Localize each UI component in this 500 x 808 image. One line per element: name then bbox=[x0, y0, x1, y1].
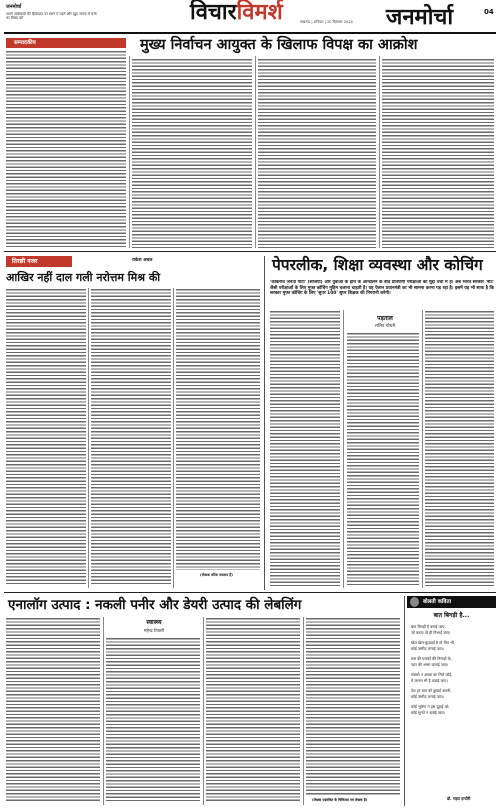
column-body-col2 bbox=[91, 288, 171, 584]
poem-line: प्यार की शम्मा जलाई जाए। bbox=[411, 662, 449, 667]
middle-rule bbox=[4, 592, 496, 593]
masthead bbox=[0, 0, 500, 36]
poem-line: देश हर बात को छुपाई अपनी, bbox=[411, 688, 452, 693]
column-author: राकेश अचल bbox=[132, 258, 153, 263]
poem-line: सबको न अच्छा का मिले कोई, bbox=[411, 672, 453, 677]
poet-avatar bbox=[410, 597, 419, 607]
column-body-col1 bbox=[6, 288, 86, 584]
food-body-col2 bbox=[106, 637, 200, 803]
poem-poet: डॉ. राहत इन्दौरी bbox=[447, 796, 471, 801]
section-title bbox=[190, 1, 283, 25]
poem-line: सच की पलकों की निगाहों के, bbox=[411, 656, 452, 661]
poem-line: खेल-खेल-कूदवाई है तो फिर भी, bbox=[411, 640, 456, 645]
poem-line: ये जानम भी है लड़ाई जाए। bbox=[411, 678, 448, 683]
poem-box bbox=[407, 596, 496, 806]
editorial-headline: मुख्य निर्वाचन आयुक्त के खिलाफ विपक्ष का आक्रोश bbox=[140, 37, 418, 53]
food-body-col3 bbox=[206, 617, 300, 803]
right-brand: जनमोर्चा bbox=[386, 4, 454, 30]
left-brand: जनमोर्चा bbox=[6, 4, 22, 10]
poem-line: कोई उम्मीद जगाई जाए। bbox=[411, 646, 445, 651]
editorial-label: सम्पादकीय bbox=[6, 38, 126, 48]
food-author: महेन्द्र तिवारी bbox=[143, 629, 165, 634]
editorial-body-col2 bbox=[132, 58, 252, 248]
poem-line: कोई सुनते न बताई जाए। bbox=[411, 710, 446, 715]
column-label: तिरछी नजर bbox=[6, 256, 72, 267]
paperleak-body-col3 bbox=[425, 310, 494, 586]
poem-label: बोलती कविता bbox=[423, 599, 452, 605]
date-line: लखनऊ | शनिवार | 20 दिसम्बर 2025 bbox=[300, 20, 353, 24]
food-headline: एनालॉग उत्पाद : नकली पनीर और डेयरी उत्पाद की लेबलिंग bbox=[8, 597, 302, 613]
paperleak-body-col2 bbox=[347, 332, 419, 586]
poem-lines bbox=[411, 624, 495, 716]
poem-line: बात बिगड़ी है बनाई जाए, bbox=[411, 624, 446, 629]
food-body-col4 bbox=[306, 617, 400, 795]
paperleak-author: ललित चौधरी bbox=[374, 324, 396, 329]
section-title-part1: विचार bbox=[190, 0, 237, 25]
poem-line: कोई भूलेगा न इस दुहाई को, bbox=[411, 704, 450, 709]
masthead-rule bbox=[4, 32, 496, 34]
poem-line: जो कराए तो ही निभाई जाए। bbox=[411, 630, 451, 635]
poem-title: बात बिगड़ी है... bbox=[433, 612, 470, 619]
column-body-col3 bbox=[176, 288, 260, 570]
column-signoff: (लेखक वरिष्ठ पत्रकार हैं) bbox=[200, 573, 233, 577]
left-tagline: अपने अधिकारों की हिफ़ाज़त पर ध्यान दें पढ़ने और खुद जनता में चर्चा का विषय बनें bbox=[6, 12, 97, 21]
paperleak-body-col1 bbox=[270, 310, 340, 586]
poem-label-bar bbox=[407, 596, 496, 608]
food-body-col1 bbox=[6, 617, 100, 803]
food-label: स्वास्थ्य bbox=[146, 619, 162, 626]
page-number: 04 bbox=[484, 8, 494, 16]
paperleak-subheading: पड़ताल bbox=[377, 315, 393, 322]
editorial-body-col3 bbox=[258, 58, 376, 248]
editorial-rule bbox=[4, 251, 496, 252]
column-headline: आखिर नहीं दाल गली नरोत्तम मिश्र की bbox=[6, 271, 161, 284]
editorial-body-col1 bbox=[6, 50, 126, 248]
paperleak-intro: 'कॉकरोच जनता पार्टी' (सीजेपी) और युवाओं के हाथ के आन्दोलन के बाद प्रतियोगी परीक्षाओं का मुद्दा चर्चा में है। अब भारत सरकार 'नीट' जैसी परीक्षाओं के लिए मुफ्त कोचिंग मुहिम चलाना चाहती है। यह ऐलान प्रधानमंत्री का भी सामना करना पड़ रहा है। इसमें यह भी साफ है कि सरकार मुफ्त कोचिंग के लिए 'सुपर 100' सुपर शिक्षक की निगरानी करेगी। bbox=[270, 280, 494, 297]
poem-line: कोई उम्मीद जगाई जाए। bbox=[411, 694, 445, 699]
food-signoff: (लेखक एडवोकेट के चिकित्सा एवं लेखक हैं) bbox=[312, 798, 368, 802]
editorial-body-col4 bbox=[382, 58, 494, 248]
paperleak-headline: पेपरलीक, शिक्षा व्यवस्था और कोचिंग bbox=[272, 256, 483, 274]
section-title-part2: विमर्श bbox=[236, 0, 283, 25]
